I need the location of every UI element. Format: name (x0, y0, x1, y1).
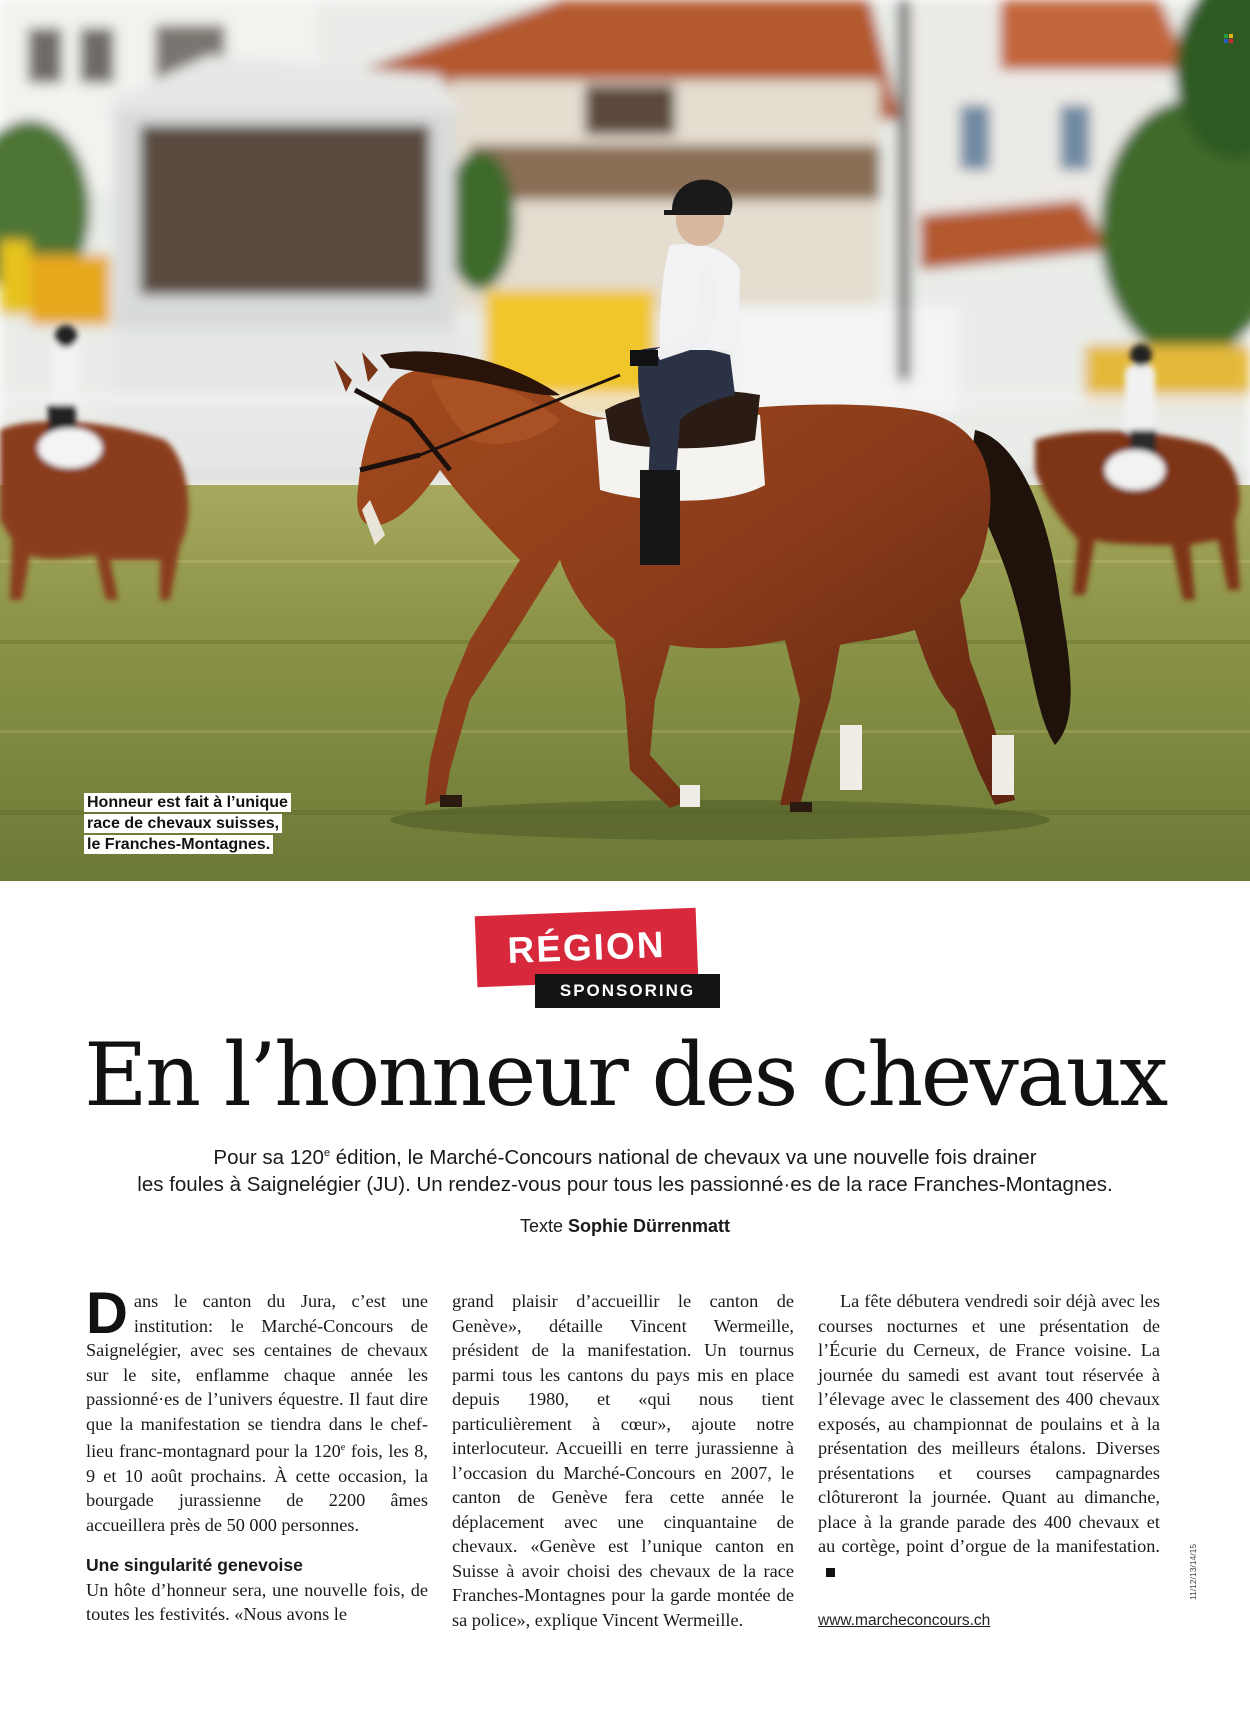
article-lead (100, 1140, 1150, 1198)
lead-text: Pour sa 120 (213, 1145, 324, 1169)
byline-author: Sophie Dürrenmatt (568, 1216, 731, 1236)
subsection-label: SPONSORING (535, 974, 720, 1008)
page-code: 11/12/13/14/15 (1188, 1543, 1198, 1600)
paragraph-text: ans le canton du Jura, c’est une institution: le Marché-Concours de Saignelégier, avec ses centaines de chevaux sur le site, enflamme chaque année les passionné·es de l’univers équestre. Il faut dire que la manifestation se tiendra dans le chef-lieu franc-montagnard pour la 120 (86, 1291, 428, 1462)
paragraph-text: fois, les 8, 9 et 10 août prochains. À cette occasion, la bourgade jurassienne de 2200 âmes accueillera près de 50 000 personnes. (86, 1441, 428, 1535)
article-column-1 (86, 1281, 428, 1627)
paragraph-geneve-cont (452, 1289, 794, 1632)
drop-cap: D (86, 1281, 128, 1346)
article-headline: En l’honneur des chevaux (84, 1024, 1166, 1126)
lead-text: édition, le Marché-Concours national de chevaux va une nouvelle fois drainer (330, 1145, 1037, 1169)
paragraph-text: grand plaisir d’accueillir le canton de Genève», détaille Vincent Wermeille, président de la manifestation. Un tournus parmi tous les cantons du pays mis en place depuis 1980, et «qui nous tient particulièrement à cœur», ajoute notre interlocuteur. Accueilli en terre jurassienne à l’occasion du Marché-Concours en 2007, le canton de Genève fera cette année le déplacement avec une cinquantaine de chevaux. «Genève est l’unique canton en Suisse à avoir choisi des chevaux de la race Franches-Montagnes pour la garde montée de sa police», explique Vincent Wermeille. (452, 1291, 794, 1630)
paragraph-text: La fête débutera vendredi soir déjà avec les courses nocturnes et une présentation de l’Écurie du Cerneux, de France voisine. La journée du samedi est avant tout réservée à l’élevage avec le classement des 400 chevaux exposés, au championnat de poulains et à la présentation des meilleurs étalons. Diverses présentations et courses campagnardes clôtureront la journée. Quant au dimanche, place à la grande parade des 400 chevaux et au cortège, point d’orgue de la manifestation. (818, 1291, 1160, 1556)
paragraph-text: Un hôte d’honneur sera, une nouvelle fois, de toutes les festivités. «Nous avons le (86, 1579, 428, 1625)
byline-label: Texte (519, 1216, 563, 1236)
paragraph-superscript: e (340, 1442, 346, 1453)
website-link[interactable]: www.marcheconcours.ch (818, 1612, 991, 1629)
byline (0, 1216, 1250, 1237)
article-column-3 (818, 1289, 1160, 1583)
lead-superscript: e (323, 1147, 331, 1159)
paragraph-geneve (86, 1578, 428, 1627)
paragraph-programme (818, 1289, 1160, 1583)
section-label: RÉGION (475, 908, 699, 987)
end-of-article-icon (826, 1568, 835, 1577)
subheading: Une singularité genevoise (86, 1555, 303, 1576)
photo-credit-mark-icon (1224, 34, 1234, 44)
lead-line-2: les foules à Saignelégier (JU). Un rendez-vous pour tous les passionné·es de la race Franches-Montagnes. (137, 1172, 1113, 1196)
paragraph-intro (86, 1281, 428, 1537)
article-column-2 (452, 1289, 794, 1632)
photo-caption: Honneur est fait à l’unique race de chevaux suisses, le Franches-Montagnes. (84, 792, 292, 855)
